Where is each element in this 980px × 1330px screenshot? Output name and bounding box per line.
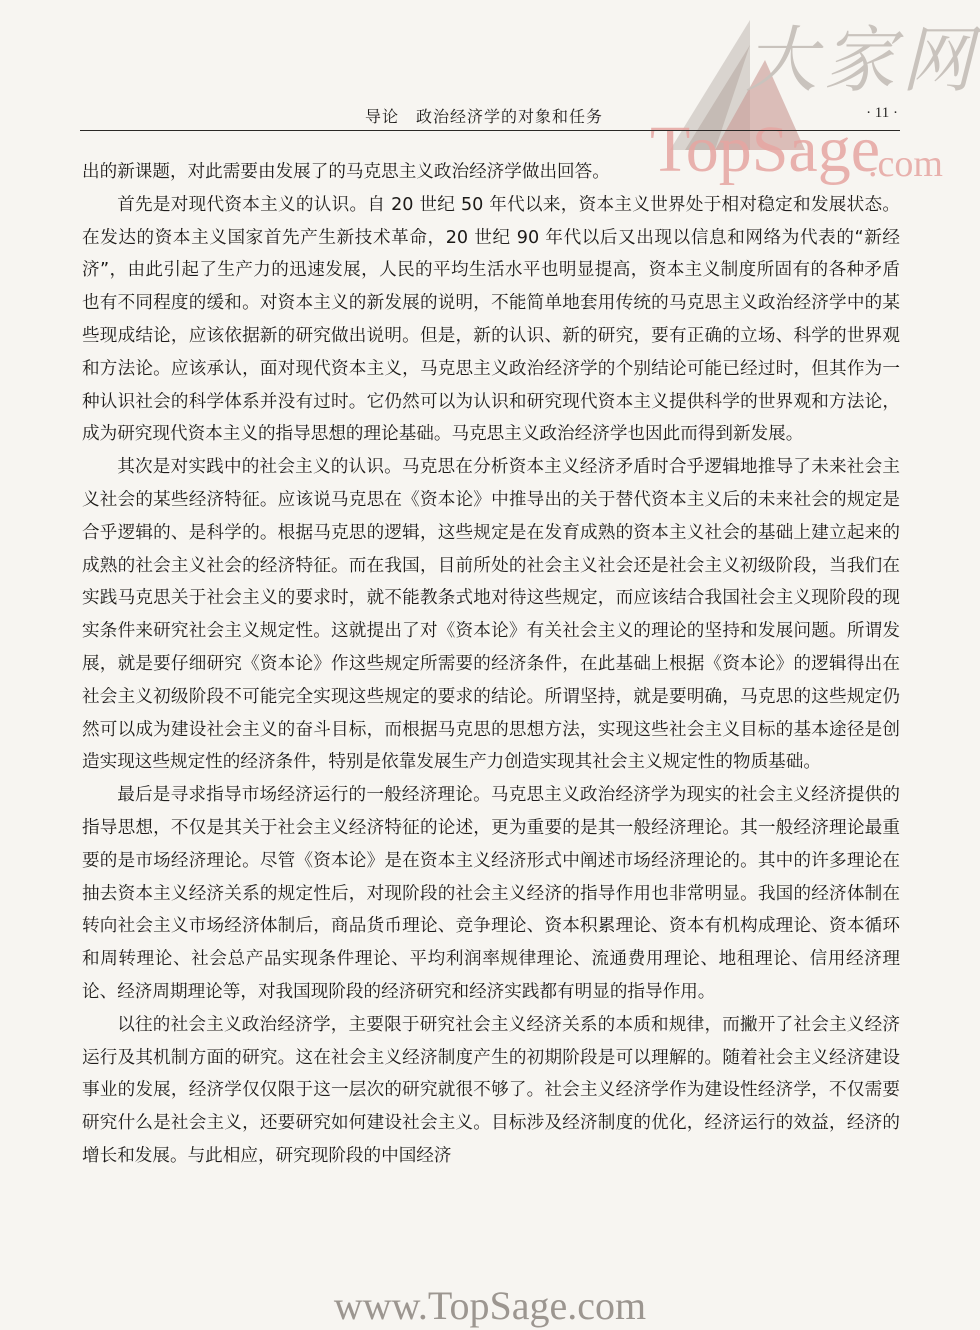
paragraph-capitalism: 首先是对现代资本主义的认识。自 20 世纪 50 年代以来，资本主义世界处于相对稳定和发展状态。在发达的资本主义国家首先产生新技术革命，20 世纪 90 年代以后又出现以信息和网络为代表的“新经济”，由此引起了生产力的迅速发展，人民的平均生活水平也明显提高，资本主义制度所固有的各种矛盾也有不同程度的缓和。对资本主义的新发展的说明，不能简单地套用传统的马克思主义政治经济学中的某些现成结论，应该依据新的研究做出说明。但是，新的认识、新的研究，要有正确的立场、科学的世界观和方法论。应该承认，面对现代资本主义，马克思主义政治经济学的个别结论可能已经过时，但其作为一种认识社会的科学体系并没有过时。它仍然可以为认识和研究现代资本主义提供科学的世界观和方法论，成为研究现代资本主义的指导思想的理论基础。马克思主义政治经济学也因此而得到新发展。 (82, 194, 900, 445)
running-header (80, 100, 900, 131)
page-number: · 11 · (866, 105, 898, 121)
body-text (82, 156, 900, 1173)
paragraph-former-economics: 以往的社会主义政治经济学，主要限于研究社会主义经济关系的本质和规律，而撇开了社会主义经济运行及其机制方面的研究。这在社会主义经济制度产生的初期阶段是可以理解的。随着社会主义经济建设事业的发展，经济学仅仅限于这一层次的研究就很不够了。社会主义经济学作为建设性经济学，不仅需要研究什么是社会主义，还要研究如何建设社会主义。目标涉及经济制度的优化，经济运行的效益，经济的增长和发展。与此相应，研究现阶段的中国经济 (82, 1014, 900, 1166)
watermark-com-text: .com (868, 143, 943, 185)
paragraph-market-economy: 最后是寻求指导市场经济运行的一般经济理论。马克思主义政治经济学为现实的社会主义经济提供的指导思想，不仅是其关于社会主义经济特征的论述，更为重要的是其一般经济理论。其一般经济理论最重要的是市场经济理论。尽管《资本论》是在资本主义经济形式中阐述市场经济理论的。其中的许多理论在抽去资本主义经济关系的规定性后，对现阶段的社会主义经济的指导作用也非常明显。我国的经济体制在转向社会主义市场经济体制后，商品货币理论、竞争理论、资本积累理论、资本有机构成理论、资本循环和周转理论、社会总产品实现条件理论、平均利润率规律理论、流通费用理论、地租理论、信用经济理论、经济周期理论等，对我国现阶段的经济研究和经济实践都有明显的指导作用。 (82, 785, 900, 1002)
watermark-chinese-text: 大家网 (745, 18, 980, 102)
footer-watermark-url: www.TopSage.com (333, 1283, 647, 1328)
chapter-title: 导论 政治经济学的对象和任务 (365, 107, 604, 126)
paragraph-continuation: 出的新课题，对此需要由发展了的马克思主义政治经济学做出回答。 (82, 162, 610, 182)
paragraph-socialism: 其次是对实践中的社会主义的认识。马克思在分析资本主义经济矛盾时合乎逻辑地推导了未来社会主义社会的某些经济特征。应该说马克思在《资本论》中推导出的关于替代资本主义后的未来社会的规定是合乎逻辑的、是科学的。根据马克思的逻辑，这些规定是在发育成熟的资本主义社会的基础上建立起来的成熟的社会主义社会的经济特征。而在我国，目前所处的社会主义社会还是社会主义初级阶段，当我们在实践马克思关于社会主义的要求时，就不能教条式地对待这些规定，而应该结合我国社会主义现阶段的现实条件来研究社会主义规定性。这就提出了对《资本论》有关社会主义的理论的坚持和发展问题。所谓发展，就是要仔细研究《资本论》作这些规定所需要的经济条件，在此基础上根据《资本论》的逻辑得出在社会主义初级阶段不可能完全实现这些规定的要求的结论。所谓坚持，就是要明确，马克思的这些规定仍然可以成为建设社会主义的奋斗目标，而根据马克思的思想方法，实现这些社会主义目标的基本途径是创造实现这些规定性的经济条件，特别是依靠发展生产力创造实现其社会主义规定性的物质基础。 (82, 457, 900, 773)
watermark-topsage-text: TopSage (650, 113, 881, 186)
